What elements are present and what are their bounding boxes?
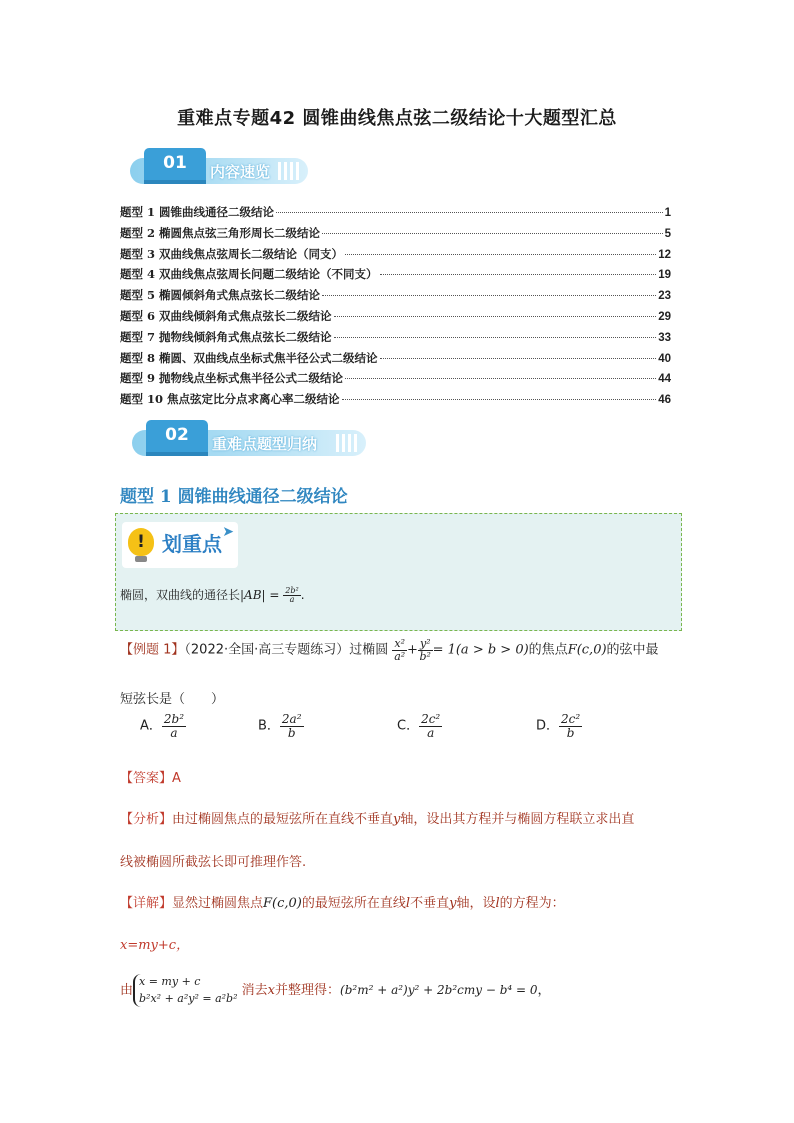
option-letter: B． [258,718,280,734]
detail-text: 显然过椭圆焦点 [172,896,264,911]
lightbulb-base [135,556,147,562]
toc-item[interactable] [120,350,671,371]
keypoint-fraction [283,587,300,605]
fraction-numerator: y² [419,637,431,650]
option-fraction [162,713,186,739]
option-letter: A． [140,718,162,734]
toc-leader [345,378,656,379]
detail-text: 轴，设 [456,896,496,911]
toc-label: 题型 9 抛物线点坐标式焦半径公式二级结论 [120,371,344,386]
keypoint-badge [122,522,238,568]
analysis-line-2: 线被椭圆所截弦长即可推理作答. [120,855,307,870]
page-title: 重难点专题42 圆锥曲线焦点弦二级结论十大题型汇总 [177,108,617,129]
toc-leader [276,212,663,213]
keypoint-title: 划重点 [162,532,222,556]
system-equation-1: x = my + c [139,975,201,988]
toc-label: 题型 5 椭圆倾斜角式焦点弦长二级结论 [120,288,321,303]
ellipse-x-term [392,638,407,662]
example-line-end: 的弦中最 [606,642,659,658]
answer-value: A [172,771,181,786]
toc-page: 46 [658,394,671,407]
banner-stripes [336,434,358,452]
keypoint-text: 椭圆，双曲线的通径长 [120,588,241,602]
example-line-2: 短弦长是（ ） [120,692,225,707]
answer-line [120,767,181,786]
detail-tag: 【详解】 [120,896,173,911]
toc-item[interactable] [120,204,671,225]
equation-system [133,974,238,1007]
analysis-text: 由过椭圆焦点的最短弦所在直线不垂直 [172,812,394,827]
toc-page: 29 [658,310,671,323]
detail-text: ， [537,983,551,998]
line-variable: l [405,896,411,911]
toc-page: 33 [658,331,671,344]
fraction-denominator: a² [394,649,406,663]
analysis-variable: y [393,812,401,827]
detail-text: 并整理得： [275,983,341,998]
banner-number: 02 [146,420,208,452]
toc-page: 1 [664,207,671,219]
banner-label: 内容速览 [210,163,271,181]
toc-item[interactable] [120,225,671,246]
fraction-numerator: 2c² [561,712,581,726]
example-tag: 【例题 1】 [120,642,185,658]
answer-tag: 【答案】 [120,771,173,786]
option-fraction [559,713,582,739]
toc-item[interactable] [120,266,671,287]
toc-leader [322,295,656,296]
section-heading: 题型 1 圆锥曲线通径二级结论 [120,487,348,507]
toc-leader [345,254,656,255]
toc-label: 题型 6 双曲线倾斜角式焦点弦长二级结论 [120,308,332,323]
keypoint-math: |AB| = [240,588,280,602]
detail-system-line [120,974,551,1007]
detail-text: 的方程为： [499,896,565,911]
toc-label: 题型 1 圆锥曲线通径二级结论 [120,205,275,219]
option-fraction [419,713,442,739]
detail-line-1 [120,892,565,911]
fraction-numerator: 2b² [285,585,299,595]
y-variable: y [449,896,457,911]
paper-plane-icon: ➤ [222,524,234,540]
toc-leader [380,274,657,275]
analysis-text: 轴，设出其方程并与椭圆方程联立求出直 [400,812,635,827]
toc-page: 19 [658,269,671,282]
detail-equation: x=my+c， [120,938,190,953]
ellipse-equation-rest: = 1(a > b > 0) [432,642,529,658]
banner-number: 01 [144,148,206,180]
toc-label: 题型 7 抛物线倾斜角式焦点弦长二级结论 [120,329,332,344]
system-equation-2: b²x² + a²y² = a²b² [139,991,238,1005]
toc-leader [322,233,663,234]
toc-item[interactable] [120,329,671,350]
fraction-denominator: b² [419,649,431,663]
option-a[interactable] [140,713,186,739]
focus-point: F(c,0) [263,896,302,911]
toc-label: 题型 2 椭圆焦点弦三角形周长二级结论 [120,225,321,240]
toc-label: 题型 4 双曲线焦点弦周长问题二级结论（不同支） [120,267,378,282]
table-of-contents [120,204,671,412]
analysis-tag: 【分析】 [120,812,173,827]
toc-leader [342,399,657,400]
toc-leader [380,358,657,359]
example-source: （2022·全国·高三专题练习）过椭圆 [184,642,389,658]
fraction-numerator: 2c² [421,712,441,726]
fraction-denominator: a [289,595,295,604]
result-equation: (b²m² + a²)y² + 2b²cmy − b⁴ = 0 [340,983,538,997]
toc-label: 题型 8 椭圆、双曲线点坐标式焦半径公式二级结论 [120,350,378,365]
detail-text: 不垂直 [410,896,450,911]
option-b[interactable] [258,713,304,739]
option-fraction [280,713,304,739]
toc-page: 12 [658,248,671,261]
section-banner-overview [130,148,308,184]
toc-page: 23 [658,290,671,303]
toc-item[interactable] [120,287,671,308]
x-variable: x [267,983,276,998]
toc-item[interactable] [120,370,671,391]
example-line-1: 【例题 1】（2022·全国·高三专题练习）过椭圆 $\frac{\text{x²}}{\text{a²}}$ + $\frac{\text{y²}}{\text{b²}}$ = 1(a > b > 0)的焦点F(c,0)的弦中最 [120,637,659,663]
banner-stripes [278,162,300,180]
toc-page: 40 [658,352,671,365]
banner-label: 重难点题型归纳 [212,435,318,453]
fraction-numerator: 2b² [163,712,185,726]
fraction-denominator: b [287,725,296,740]
lightbulb-icon: ! [128,528,154,556]
toc-item[interactable] [120,246,671,267]
fraction-numerator: x² [394,637,406,650]
option-letter: D． [536,718,560,734]
option-d[interactable] [536,713,582,739]
toc-page: 5 [664,227,671,240]
detail-text: 由 [120,983,134,998]
focus-point: F(c,0) [567,642,607,658]
keypoint-box [115,513,682,631]
keypoint-statement [120,586,305,604]
option-c[interactable] [397,713,442,739]
focus-text: 的焦点 [528,642,568,658]
fraction-denominator: b [566,725,575,740]
fraction-denominator: a [170,725,178,740]
section-banner-categories [132,420,366,456]
fraction-numerator: 2a² [281,712,302,726]
detail-text: 消去 [241,983,268,998]
toc-page: 44 [658,373,671,386]
toc-label: 题型 10 焦点弦定比分点求离心率二级结论 [120,392,340,407]
line-variable: l [495,896,500,911]
toc-item[interactable] [120,308,671,329]
option-letter: C． [397,718,420,734]
keypoint-period: . [300,588,305,602]
fraction-denominator: a [427,725,435,740]
analysis-line-1 [120,808,634,827]
toc-item[interactable] [120,391,671,412]
ellipse-y-term [418,638,433,662]
toc-label: 题型 3 双曲线焦点弦周长二级结论（同支） [120,246,344,261]
toc-leader [334,316,657,317]
toc-leader [334,337,657,338]
detail-text: 的最短弦所在直线 [301,896,406,911]
